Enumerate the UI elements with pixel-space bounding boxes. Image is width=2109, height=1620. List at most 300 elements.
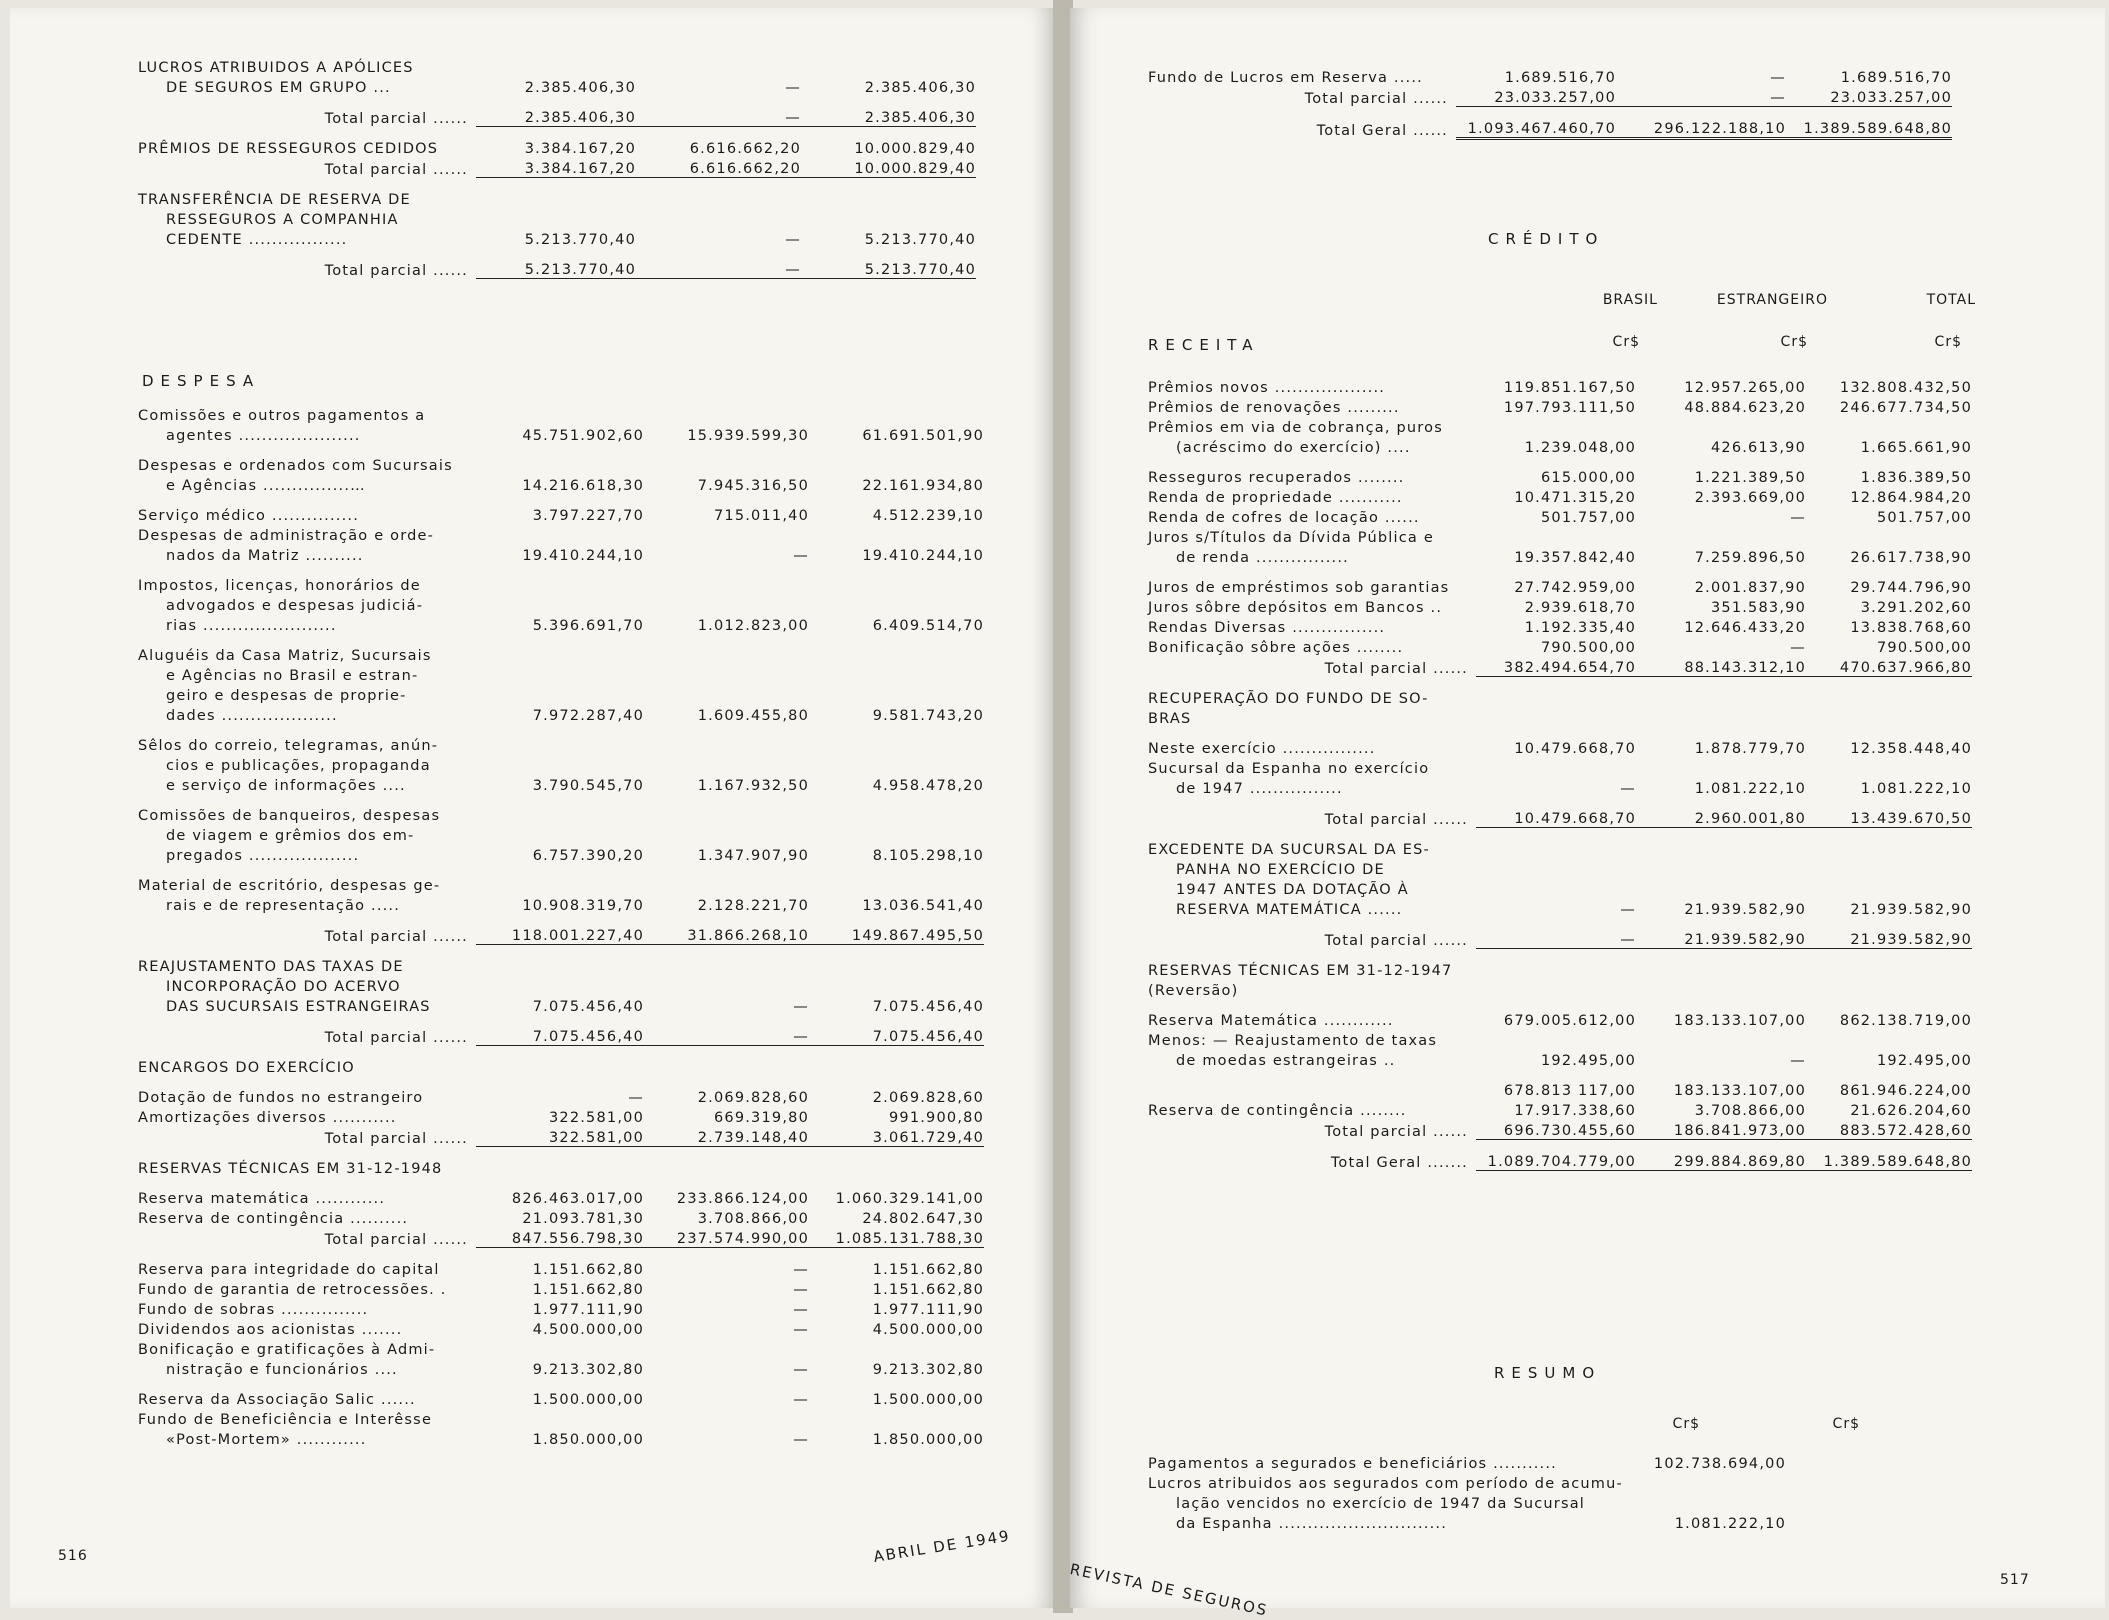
row-label: Reserva da Associação Salic ...... bbox=[138, 1392, 416, 1408]
table-row bbox=[1148, 1029, 1972, 1049]
row-label: Total parcial ...... bbox=[1324, 811, 1468, 828]
right-page bbox=[1068, 8, 2105, 1620]
value-estrangeiro bbox=[644, 1056, 809, 1076]
row-label: cios e publicações, propaganda bbox=[166, 758, 431, 774]
value-total: 1.500.000,00 bbox=[872, 1392, 984, 1408]
resumo-currency-2: Cr$ bbox=[1832, 1416, 1860, 1432]
row-spacer bbox=[1148, 677, 1972, 688]
row-spacer bbox=[138, 945, 984, 956]
value-estrangeiro bbox=[1636, 526, 1806, 546]
value-brasil: 1.500.000,00 bbox=[532, 1392, 644, 1408]
value-brasil bbox=[476, 1408, 644, 1428]
value-total bbox=[1806, 707, 1972, 727]
table-row bbox=[138, 574, 984, 594]
row-label: rias ....................... bbox=[166, 618, 337, 634]
value-brasil bbox=[1476, 858, 1636, 878]
table-row bbox=[138, 1278, 984, 1298]
row-label: Comissões e outros pagamentos a bbox=[138, 408, 426, 424]
value-estrangeiro: — bbox=[793, 1282, 809, 1298]
value-total: 861.946.224,00 bbox=[1839, 1083, 1972, 1099]
total-row bbox=[1148, 656, 1972, 677]
table-row bbox=[138, 894, 984, 914]
value-total: 23.033.257,00 bbox=[1786, 86, 1952, 107]
table-row bbox=[138, 1258, 984, 1278]
value-brasil: 4.500.000,00 bbox=[532, 1322, 644, 1338]
row-label: e Agências ...............… bbox=[166, 478, 366, 494]
row-label: Reserva matemática ............ bbox=[138, 1191, 386, 1207]
resumo-row bbox=[1148, 1472, 1786, 1492]
value-brasil: 3.384.167,20 bbox=[476, 157, 636, 178]
value-estrangeiro: 3.708.866,00 bbox=[697, 1211, 809, 1227]
value-estrangeiro bbox=[644, 684, 809, 704]
row-label: RESERVAS TÉCNICAS EM 31-12-1948 bbox=[138, 1161, 443, 1177]
value-brasil: 119.851.167,50 bbox=[1503, 380, 1636, 396]
row-spacer bbox=[138, 178, 976, 189]
row-label: Juros s/Títulos da Dívida Pública e bbox=[1148, 530, 1434, 546]
value-estrangeiro bbox=[644, 754, 809, 774]
row-label: Total Geral ...... bbox=[1316, 122, 1448, 139]
value-estrangeiro bbox=[644, 975, 809, 995]
value-brasil: 10.471.315,20 bbox=[1514, 490, 1636, 506]
resumo-table-wrap bbox=[1148, 1452, 1786, 1532]
value-estrangeiro: 186.841.973,00 bbox=[1636, 1119, 1806, 1140]
row-label: PRÊMIOS DE RESSEGUROS CEDIDOS bbox=[138, 141, 439, 157]
total-row bbox=[1148, 1119, 1972, 1140]
value-total: 21.626.204,60 bbox=[1850, 1103, 1972, 1119]
row-label: Impostos, licenças, honorários de bbox=[138, 578, 421, 594]
row-label: Total parcial ...... bbox=[324, 1130, 468, 1147]
value-brasil: 14.216.618,30 bbox=[522, 478, 644, 494]
total-row bbox=[1148, 86, 1952, 107]
row-label: Material de escritório, despesas ge- bbox=[138, 878, 441, 894]
value-estrangeiro bbox=[644, 404, 809, 424]
value-total bbox=[809, 734, 984, 754]
value-estrangeiro: 21.939.582,90 bbox=[1636, 928, 1806, 949]
value-total bbox=[1806, 858, 1972, 878]
value-brasil: 5.213.770,40 bbox=[524, 232, 636, 248]
value-total bbox=[809, 574, 984, 594]
table-row bbox=[1148, 436, 1972, 456]
table-row bbox=[1148, 737, 1972, 757]
row-label: RESSEGUROS A COMPANHIA bbox=[166, 212, 399, 228]
value-estrangeiro: 183.133.107,00 bbox=[1673, 1013, 1806, 1029]
value-total: 24.802.647,30 bbox=[862, 1211, 984, 1227]
table-row bbox=[138, 76, 976, 96]
table-row bbox=[1148, 1099, 1972, 1119]
value-total: 8.105.298,10 bbox=[872, 848, 984, 864]
table-row bbox=[138, 955, 984, 975]
value-total: 12.358.448,40 bbox=[1850, 741, 1972, 757]
row-label: Total parcial ...... bbox=[324, 928, 468, 945]
row-spacer bbox=[1148, 918, 1972, 928]
value-total bbox=[809, 955, 984, 975]
value-estrangeiro: 2.739.148,40 bbox=[644, 1126, 809, 1147]
row-label: agentes ..................... bbox=[166, 428, 361, 444]
resumo-heading: RESUMO bbox=[1494, 1364, 1602, 1382]
row-spacer bbox=[1148, 139, 1952, 151]
value-total bbox=[1806, 959, 1972, 979]
page-number-left: 516 bbox=[58, 1548, 88, 1564]
value-total: 10.000.829,40 bbox=[854, 141, 976, 157]
value-total: 1.850.000,00 bbox=[872, 1432, 984, 1448]
value-total: 2.385.406,30 bbox=[864, 80, 976, 96]
value-brasil bbox=[476, 684, 644, 704]
value-total: 1.665.661,90 bbox=[1860, 440, 1972, 456]
row-spacer bbox=[1148, 1140, 1972, 1151]
row-label: DE SEGUROS EM GRUPO ... bbox=[166, 80, 391, 96]
row-spacer bbox=[1148, 727, 1972, 737]
row-label: ENCARGOS DO EXERCÍCIO bbox=[138, 1060, 355, 1076]
value-estrangeiro: — bbox=[793, 999, 809, 1015]
row-spacer bbox=[138, 1378, 984, 1388]
value-total bbox=[1806, 687, 1972, 707]
value-brasil bbox=[1476, 838, 1636, 858]
value-total: 5.213.770,40 bbox=[801, 258, 976, 279]
value-brasil bbox=[1476, 979, 1636, 999]
row-label: Amortizações diversos ........... bbox=[138, 1110, 397, 1126]
table-row bbox=[138, 1207, 984, 1227]
value-brasil: 826.463.017,00 bbox=[511, 1191, 644, 1207]
value-total: 5.213.770,40 bbox=[864, 232, 976, 248]
row-spacer bbox=[138, 279, 976, 290]
value-brasil: 10.479.668,70 bbox=[1514, 741, 1636, 757]
total-row bbox=[138, 1025, 984, 1046]
section-heading-row bbox=[1148, 707, 1972, 727]
value-brasil: 197.793.111,50 bbox=[1503, 400, 1636, 416]
table-row bbox=[138, 1298, 984, 1318]
value-total: 246.677.734,50 bbox=[1839, 400, 1972, 416]
value-brasil bbox=[476, 574, 644, 594]
table-row bbox=[138, 524, 984, 544]
value-estrangeiro: — bbox=[793, 1262, 809, 1278]
table-row bbox=[138, 824, 984, 844]
value-estrangeiro: 715.011,40 bbox=[713, 508, 809, 524]
value-total bbox=[809, 1408, 984, 1428]
value-brasil bbox=[476, 874, 644, 894]
row-spacer bbox=[138, 248, 976, 258]
section-heading-row bbox=[138, 1056, 984, 1076]
value-total: 4.512.239,10 bbox=[872, 508, 984, 524]
value-estrangeiro bbox=[1636, 687, 1806, 707]
row-spacer bbox=[138, 127, 976, 138]
value-brasil: 322.581,00 bbox=[548, 1110, 644, 1126]
value-estrangeiro: 1.167.932,50 bbox=[697, 778, 809, 794]
value-estrangeiro: 12.646.433,20 bbox=[1684, 620, 1806, 636]
value-estrangeiro: 669.319,80 bbox=[713, 1110, 809, 1126]
resumo-value bbox=[1636, 1492, 1786, 1512]
value-brasil: 17.917.338,60 bbox=[1514, 1103, 1636, 1119]
value-estrangeiro: — bbox=[1790, 640, 1806, 656]
value-brasil: 615.000,00 bbox=[1540, 470, 1636, 486]
value-brasil: 1.192.335,40 bbox=[1524, 620, 1636, 636]
value-brasil bbox=[1476, 707, 1636, 727]
row-label: Despesas e ordenados com Sucursais bbox=[138, 458, 453, 474]
table-row bbox=[1148, 506, 1972, 526]
table-row bbox=[138, 844, 984, 864]
value-estrangeiro bbox=[1636, 707, 1806, 727]
row-label: Fundo de garantia de retrocessões. . bbox=[138, 1282, 447, 1298]
table-row bbox=[138, 504, 984, 524]
row-label: Fundo de sobras ............... bbox=[138, 1302, 369, 1318]
row-label: Juros sôbre depósitos em Bancos .. bbox=[1148, 600, 1443, 616]
value-brasil bbox=[1476, 526, 1636, 546]
value-total bbox=[809, 804, 984, 824]
value-estrangeiro: 31.866.268,10 bbox=[644, 924, 809, 945]
row-label: Comissões de banqueiros, despesas bbox=[138, 808, 441, 824]
value-estrangeiro: — bbox=[785, 80, 801, 96]
row-spacer bbox=[1148, 1069, 1972, 1079]
table-row bbox=[138, 995, 984, 1015]
page-number-right: 517 bbox=[2000, 1572, 2030, 1588]
row-label: CEDENTE ................. bbox=[166, 232, 348, 248]
value-estrangeiro: 1.012.823,00 bbox=[697, 618, 809, 634]
left-top-table-wrap bbox=[138, 56, 976, 289]
value-total: 470.637.966,80 bbox=[1806, 656, 1972, 677]
value-estrangeiro: 2.960.001,80 bbox=[1636, 807, 1806, 828]
value-total: 21.939.582,90 bbox=[1850, 902, 1972, 918]
table-row bbox=[138, 1318, 984, 1338]
value-brasil bbox=[1476, 1029, 1636, 1049]
resumo-value: 102.738.694,00 bbox=[1653, 1456, 1786, 1472]
row-label: Total parcial ...... bbox=[324, 262, 468, 279]
table-row bbox=[138, 774, 984, 794]
row-label: Renda de propriedade ........... bbox=[1148, 490, 1403, 506]
value-brasil bbox=[1476, 687, 1636, 707]
table-row bbox=[1148, 858, 1972, 878]
value-brasil: 847.556.798,30 bbox=[476, 1227, 644, 1248]
value-brasil bbox=[1476, 878, 1636, 898]
row-label: de viagem e grêmios dos em- bbox=[166, 828, 415, 844]
row-label: (acréscimo do exercício) .... bbox=[1176, 440, 1411, 456]
value-total: 3.291.202,60 bbox=[1860, 600, 1972, 616]
value-brasil: — bbox=[1620, 781, 1636, 797]
value-estrangeiro bbox=[644, 454, 809, 474]
value-total bbox=[1806, 979, 1972, 999]
resumo-label: Lucros atribuidos aos segurados com período de acumu- bbox=[1148, 1476, 1623, 1492]
value-total: 61.691.501,90 bbox=[862, 428, 984, 444]
table-row bbox=[138, 404, 984, 424]
table-row bbox=[1148, 838, 1972, 858]
row-label: geiro e despesas de proprie- bbox=[166, 688, 407, 704]
table-row bbox=[138, 1408, 984, 1428]
footer-journal: REVISTA DE SEGUROS bbox=[1068, 1560, 1270, 1620]
value-brasil bbox=[476, 734, 644, 754]
row-label: dades .................... bbox=[166, 708, 338, 724]
table-row bbox=[1148, 596, 1972, 616]
value-brasil: 1.850.000,00 bbox=[532, 1432, 644, 1448]
table-row bbox=[1148, 1049, 1972, 1069]
row-label: Menos: — Reajustamento de taxas bbox=[1148, 1033, 1438, 1049]
row-label: TRANSFERÊNCIA DE RESERVA DE bbox=[138, 192, 411, 208]
value-brasil: 7.972.287,40 bbox=[532, 708, 644, 724]
row-label: EXCEDENTE DA SUCURSAL DA ES- bbox=[1148, 842, 1430, 858]
row-label: de renda ................ bbox=[1176, 550, 1349, 566]
value-brasil: 1.689.516,70 bbox=[1504, 70, 1616, 86]
left-top-table bbox=[138, 56, 976, 289]
value-estrangeiro: — bbox=[1770, 70, 1786, 86]
value-estrangeiro: 6.616.662,20 bbox=[636, 157, 801, 178]
value-total: 13.036.541,40 bbox=[862, 898, 984, 914]
value-brasil: 5.213.770,40 bbox=[476, 258, 636, 279]
row-label: advogados e despesas judiciá- bbox=[166, 598, 424, 614]
table-row bbox=[138, 975, 984, 995]
value-estrangeiro: — bbox=[644, 1025, 809, 1046]
value-estrangeiro: 296.122.188,10 bbox=[1616, 117, 1786, 139]
table-row bbox=[138, 1086, 984, 1106]
row-label: rais e de representação ..... bbox=[166, 898, 401, 914]
row-label: Sucursal da Espanha no exercício bbox=[1148, 761, 1430, 777]
row-label: de moedas estrangeiras .. bbox=[1176, 1053, 1396, 1069]
row-spacer bbox=[138, 794, 984, 804]
table-row bbox=[1148, 636, 1972, 656]
value-estrangeiro: 426.613,90 bbox=[1710, 440, 1806, 456]
value-estrangeiro bbox=[644, 574, 809, 594]
table-row bbox=[1148, 777, 1972, 797]
col-estrangeiro-header: ESTRANGEIRO bbox=[1716, 292, 1828, 308]
row-label: Prêmios de renovações ......... bbox=[1148, 400, 1400, 416]
row-label: Total parcial ...... bbox=[324, 110, 468, 127]
value-total bbox=[801, 188, 976, 208]
value-total bbox=[809, 874, 984, 894]
value-brasil: 118.001.227,40 bbox=[476, 924, 644, 945]
value-estrangeiro: — bbox=[793, 1362, 809, 1378]
footer-date: ABRIL DE 1949 bbox=[872, 1526, 1012, 1566]
value-total: 21.939.582,90 bbox=[1806, 928, 1972, 949]
value-estrangeiro bbox=[644, 1408, 809, 1428]
table-row bbox=[138, 454, 984, 474]
table-row bbox=[138, 614, 984, 634]
table-row bbox=[1148, 376, 1972, 396]
value-brasil: 10.908.319,70 bbox=[522, 898, 644, 914]
value-brasil: — bbox=[628, 1090, 644, 1106]
right-top-table-wrap bbox=[1148, 66, 1952, 150]
value-total: 2.385.406,30 bbox=[801, 106, 976, 127]
value-estrangeiro: — bbox=[793, 1322, 809, 1338]
value-total bbox=[1806, 526, 1972, 546]
resumo-row bbox=[1148, 1492, 1786, 1512]
value-total bbox=[809, 404, 984, 424]
row-label: REAJUSTAMENTO DAS TAXAS DE bbox=[138, 959, 404, 975]
despesa-heading: DESPESA bbox=[142, 372, 261, 390]
col-total-header: TOTAL bbox=[1926, 292, 1976, 308]
row-label: 1947 ANTES DA DOTAÇÃO À bbox=[1176, 882, 1409, 898]
value-total: 10.000.829,40 bbox=[801, 157, 976, 178]
table-row bbox=[1148, 66, 1952, 86]
table-row bbox=[138, 1428, 984, 1448]
table-row bbox=[138, 1106, 984, 1126]
table-row bbox=[138, 644, 984, 664]
total-row bbox=[138, 106, 976, 127]
value-total bbox=[809, 524, 984, 544]
value-total bbox=[809, 1157, 984, 1177]
value-brasil bbox=[476, 644, 644, 664]
value-total bbox=[809, 644, 984, 664]
row-label: Total Geral ....... bbox=[1330, 1154, 1468, 1171]
row-label: Juros de empréstimos sob garantias bbox=[1148, 580, 1450, 596]
table-row bbox=[138, 664, 984, 684]
value-estrangeiro: 88.143.312,10 bbox=[1636, 656, 1806, 677]
right-credit-table bbox=[1148, 376, 1972, 1181]
row-spacer bbox=[138, 1177, 984, 1187]
currency-brasil: Cr$ bbox=[1612, 334, 1640, 350]
row-label: Reserva para integridade do capital bbox=[138, 1262, 440, 1278]
total-row bbox=[138, 258, 976, 279]
value-estrangeiro: 2.001.837,90 bbox=[1694, 580, 1806, 596]
left-expense-table-wrap bbox=[138, 404, 984, 1458]
value-total: 6.409.514,70 bbox=[872, 618, 984, 634]
row-label: Total parcial ...... bbox=[324, 1231, 468, 1248]
table-row bbox=[1148, 546, 1972, 566]
row-label: «Post-Mortem» ............ bbox=[166, 1432, 367, 1448]
value-estrangeiro: 351.583,90 bbox=[1710, 600, 1806, 616]
value-total bbox=[1806, 878, 1972, 898]
value-estrangeiro bbox=[1636, 838, 1806, 858]
value-total: 1.389.589.648,80 bbox=[1786, 117, 1952, 139]
total-row bbox=[138, 1227, 984, 1248]
value-brasil bbox=[476, 1338, 644, 1358]
resumo-value bbox=[1636, 1472, 1786, 1492]
value-brasil: 501.757,00 bbox=[1540, 510, 1636, 526]
row-spacer bbox=[1148, 797, 1972, 807]
row-label: PANHA NO EXERCÍCIO DE bbox=[1176, 862, 1385, 878]
section-heading-row bbox=[138, 1157, 984, 1177]
value-estrangeiro bbox=[644, 644, 809, 664]
section-heading-row bbox=[1148, 687, 1972, 707]
row-spacer bbox=[138, 1076, 984, 1086]
row-label: Bonificação sôbre ações ........ bbox=[1148, 640, 1404, 656]
table-row bbox=[138, 804, 984, 824]
receita-heading: RECEITA bbox=[1148, 336, 1260, 354]
value-total bbox=[809, 454, 984, 474]
total-row bbox=[138, 157, 976, 178]
value-brasil: 790.500,00 bbox=[1540, 640, 1636, 656]
resumo-value: 1.081.222,10 bbox=[1674, 1516, 1786, 1532]
row-spacer bbox=[138, 724, 984, 734]
table-row bbox=[138, 208, 976, 228]
value-total bbox=[809, 664, 984, 684]
row-spacer bbox=[138, 96, 976, 106]
value-brasil: 696.730.455,60 bbox=[1476, 1119, 1636, 1140]
row-spacer bbox=[1148, 999, 1972, 1009]
row-label: Aluguéis da Casa Matriz, Sucursais bbox=[138, 648, 432, 664]
row-label: RECUPERAÇÃO DO FUNDO DE SO- bbox=[1148, 691, 1429, 707]
row-label: Total parcial ...... bbox=[324, 1029, 468, 1046]
value-estrangeiro: 233.866.124,00 bbox=[676, 1191, 809, 1207]
value-estrangeiro: — bbox=[1790, 510, 1806, 526]
row-spacer bbox=[138, 1248, 984, 1259]
row-label: Bonificação e gratificações à Admi- bbox=[138, 1342, 436, 1358]
value-total: 26.617.738,90 bbox=[1850, 550, 1972, 566]
row-spacer bbox=[138, 1147, 984, 1158]
row-spacer bbox=[138, 1448, 984, 1458]
value-brasil bbox=[476, 824, 644, 844]
row-label: Total parcial ...... bbox=[1324, 660, 1468, 677]
row-label: Prêmios novos ................... bbox=[1148, 380, 1386, 396]
value-estrangeiro: 299.884.869,80 bbox=[1636, 1150, 1806, 1171]
value-brasil bbox=[476, 188, 636, 208]
total-row bbox=[1148, 807, 1972, 828]
table-row bbox=[1148, 526, 1972, 546]
table-row bbox=[138, 1338, 984, 1358]
value-brasil: 3.797.227,70 bbox=[532, 508, 644, 524]
table-row bbox=[1148, 878, 1972, 898]
table-row bbox=[1148, 616, 1972, 636]
resumo-row bbox=[1148, 1452, 1786, 1472]
value-total bbox=[809, 975, 984, 995]
value-estrangeiro: 12.957.265,00 bbox=[1684, 380, 1806, 396]
row-label: BRAS bbox=[1148, 711, 1192, 727]
table-row bbox=[138, 1358, 984, 1378]
